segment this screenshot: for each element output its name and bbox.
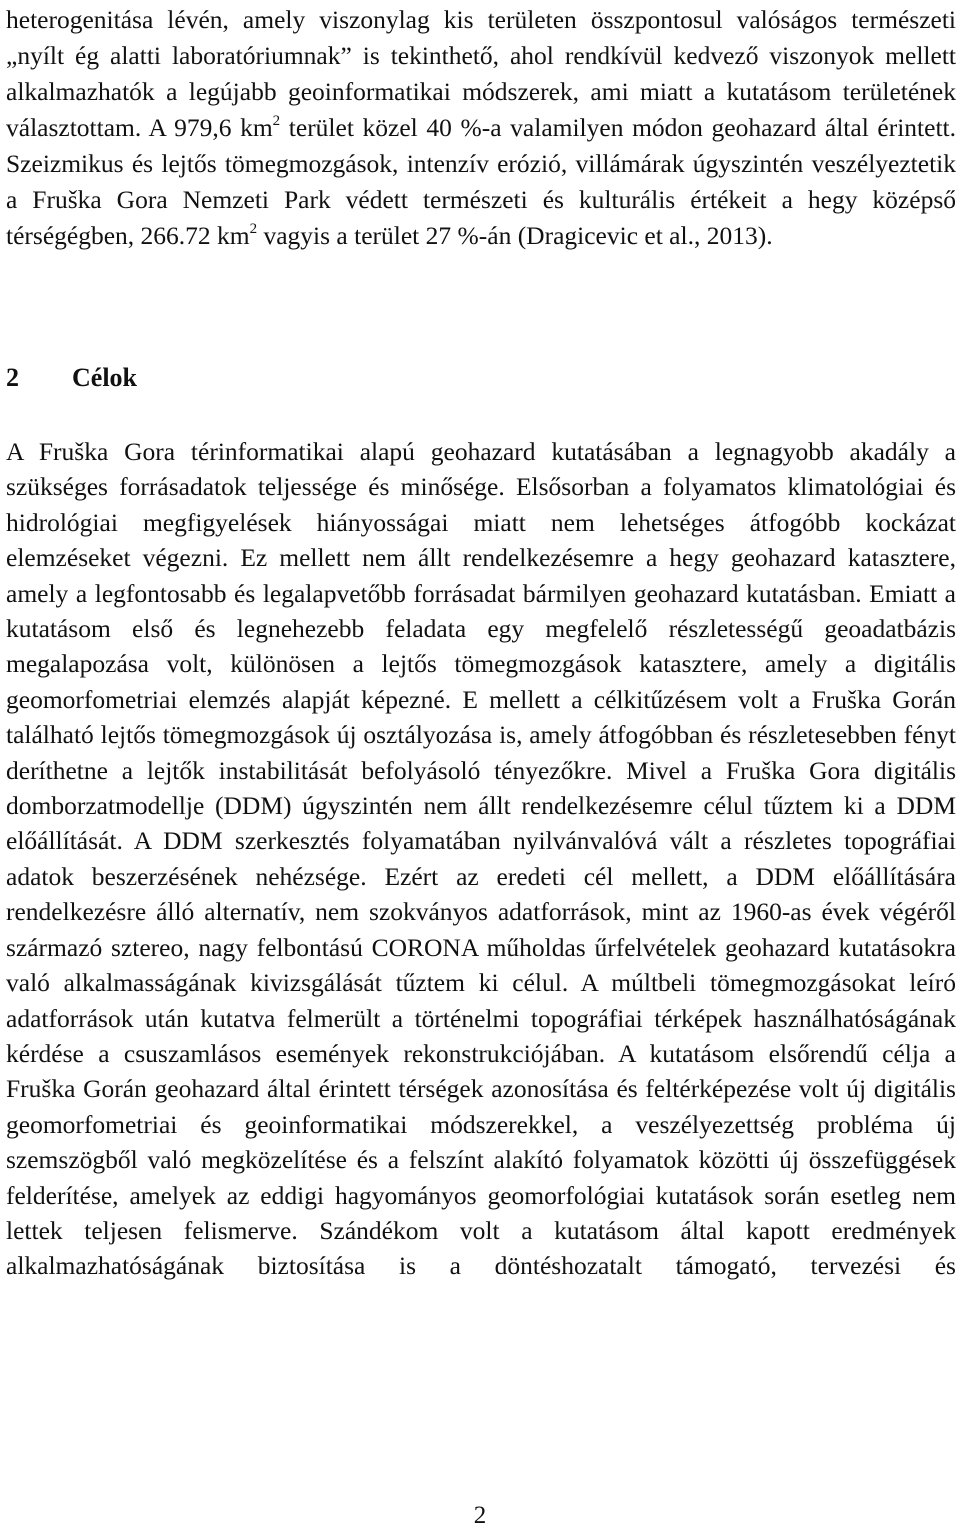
paragraph-text: vagyis a terület 27 %-án (Dragicevic et al., 2013).: [257, 221, 773, 250]
superscript-exponent: 2: [272, 113, 281, 129]
paragraph-text: terület közel 40 %-a valamilyen módon geohazard által érintett. Szeizmikus és lejtős tömegmozgások, intenzív erózió, villámárak úgyszintén veszélyeztetik a Fruška Gora Nemzeti Park védett természeti és kulturális értékeit a hegy középső térségégben, 266.72 km: [6, 113, 957, 250]
section-heading: [6, 360, 956, 396]
section-title: Célok: [72, 363, 137, 392]
paragraph-text: heterogenitása lévén, amely viszonylag kis területen összpontosul valóságos természeti „nyílt ég alatti laboratóriumnak” is tekinthető, ahol rendkívül kedvező viszonyok mellett alkalmazhatók a legújabb geoinformatikai módszerek, ami miatt a kutatásom területének választottam. A 979,6 km: [6, 5, 956, 142]
superscript-exponent: 2: [249, 221, 258, 237]
section-number: 2: [6, 363, 19, 392]
page-number: 2: [473, 1502, 487, 1529]
body-paragraph-goals: A Fruška Gora térinformatikai alapú geohazard kutatásában a legnagyobb akadály a szükséges forrásadatok teljessége és minősége. Elsősorban a folyamatos klimatológiai és hidrológiai megfigyelések hiányosságai miatt nem lehetséges átfogóbb kockázat elemzéseket végezni. Ez mellett nem állt rendelkezésemre a hegy geohazard katasztere, amely a legfontosabb és legalapvetőbb forrásadat bármilyen geohazard kutatásban. Emiatt a kutatásom első és legnehezebb feladata egy megfelelő részletességű geoadatbázis megalapozása volt, különösen a lejtős tömegmozgások katasztere, amely a digitális geomorfometriai elemzés alapját képezné. E mellett a célkitűzésem volt a Fruška Gorán található lejtős tömegmozgások új osztályozása is, amely átfogóbban és részletesebben fényt deríthetne a lejtők instabilitását befolyásoló tényezőkre. Mivel a Fruška Gora digitális domborzatmodellje (DDM) úgyszintén nem állt rendelkezésemre célul tűztem ki a DDM előállítását. A DDM szerkesztés folyamatában nyilvánvalóvá vált a részletes topográfiai adatok beszerzésének nehézsége. Ezért az eredeti cél mellett, a DDM előállítására rendelkezésre álló alternatív, nem szokványos adatforrások, mint az 1960-as évek végéről származó sztereo, nagy felbontású CORONA műholdas űrfelvételek geohazard kutatásokra való alkalmasságának kivizsgálását tűztem ki célul. A múltbeli tömegmozgásokat leíró adatforrások után kutatva felmerült a történelmi topográfiai térképek használhatóságának kérdése a csuszamlásos események rekonstrukciójában. A kutatásom elsőrendű célja a Fruška Gorán geohazard által érintett térségek azonosítása és feltérképezése volt új digitális geomorfometriai és geoinformatikai módszerekkel, a veszélyezettség probléma új szemszögből való megközelítése és a felszínt alakító folyamatok közötti új összefüggések felderítése, amelyek az eddigi hagyományos geomorfológiai kutatások során esetleg nem lettek teljesen felismerve. Szándékom volt a kutatásom által kapott eredmények alkalmazhatóságának biztosítása is a döntéshozatalt támogató, tervezési és: [6, 437, 956, 1281]
body-paragraph-intro: [6, 2, 956, 254]
